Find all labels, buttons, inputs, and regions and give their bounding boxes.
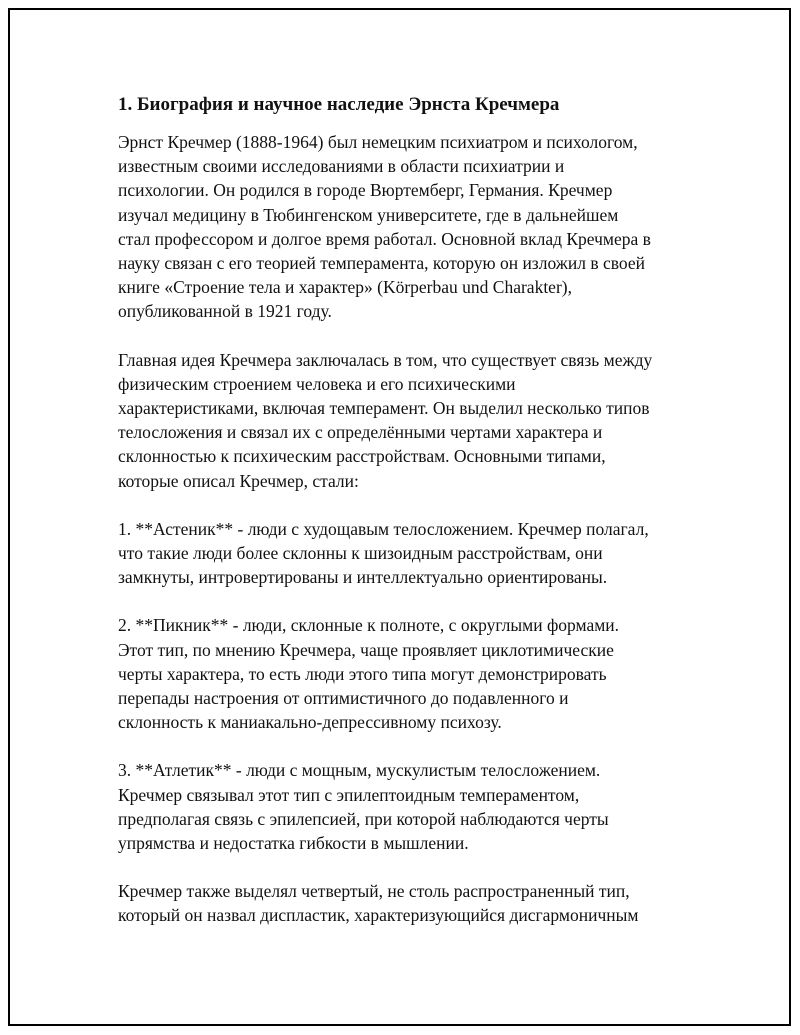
text-line: характеристиками, включая темперамент. Он выделил несколько типов — [118, 398, 650, 419]
paragraph-type-pyknic — [118, 613, 718, 734]
text-line: что такие люди более склонны к шизоидным расстройствам, они — [118, 543, 603, 564]
text-line: Главная идея Кречмера заключалась в том, что существует связь между — [118, 349, 653, 370]
text-line: науку связан с его теорией темперамента, которую он изложил в своей — [118, 253, 645, 274]
text-line: черты характера, то есть люди этого типа могут демонстрировать — [118, 663, 607, 684]
text-line: известным своими исследованиями в области психиатрии и — [118, 156, 565, 177]
text-line: физическим строением человека и его психическими — [118, 373, 516, 394]
text-line: упрямства и недостатка гибкости в мышлении. — [118, 833, 469, 854]
text-line: 2. **Пикник** - люди, склонные к полноте, с округлыми формами. — [118, 615, 620, 636]
text-line: Кречмер также выделял четвертый, не столь распространенный тип, — [118, 881, 630, 902]
text-line: опубликованной в 1921 году. — [118, 301, 332, 322]
section-heading: 1. Биография и научное наследие Эрнста Кречмера — [118, 94, 560, 115]
text-line: Эрнст Кречмер (1888-1964) был немецким психиатром и психологом, — [118, 132, 638, 152]
text-line: психологии. Он родился в городе Вюртемберг, Германия. Кречмер — [118, 180, 613, 201]
paragraph-type-dysplastic — [118, 879, 718, 927]
text-line: изучал медицину в Тюбингенском университете, где в дальнейшем — [118, 204, 619, 225]
text-line: предполагая связь с эпилепсией, при которой наблюдаются черты — [118, 808, 609, 829]
text-line: склонностью к психическим расстройствам. Основными типами, — [118, 446, 606, 467]
paragraph-main-idea — [118, 348, 718, 493]
text-line: 1. **Астеник** - люди с худощавым телосложением. Кречмер полагал, — [118, 518, 649, 539]
text-line: которые описал Кречмер, стали: — [118, 470, 359, 491]
text-line: 3. **Атлетик** - люди с мощным, мускулистым телосложением. — [118, 760, 601, 781]
document-body — [118, 92, 718, 952]
paragraph-type-athletic — [118, 758, 718, 855]
text-line: перепады настроения от оптимистичного до подавленного и — [118, 688, 569, 709]
text-line: Этот тип, по мнению Кречмера, чаще проявляет циклотимические — [118, 639, 614, 660]
paragraph-type-asthenic — [118, 517, 718, 590]
text-line: телосложения и связал их с определёнными чертами характера и — [118, 422, 603, 443]
text-line: который он назвал диспластик, характеризующийся дисгармоничным — [118, 905, 639, 926]
text-line: книге «Строение тела и характер» (Körperbau und Charakter), — [118, 277, 572, 298]
text-line: склонность к маниакально-депрессивному психозу. — [118, 712, 502, 733]
text-line: стал профессором и долгое время работал. Основной вклад Кречмера в — [118, 228, 651, 249]
paragraph-biography — [118, 130, 718, 324]
text-line: замкнуты, интровертированы и интеллектуально ориентированы. — [118, 567, 608, 588]
text-line: Кречмер связывал этот тип с эпилептоидным темпераментом, — [118, 784, 580, 805]
